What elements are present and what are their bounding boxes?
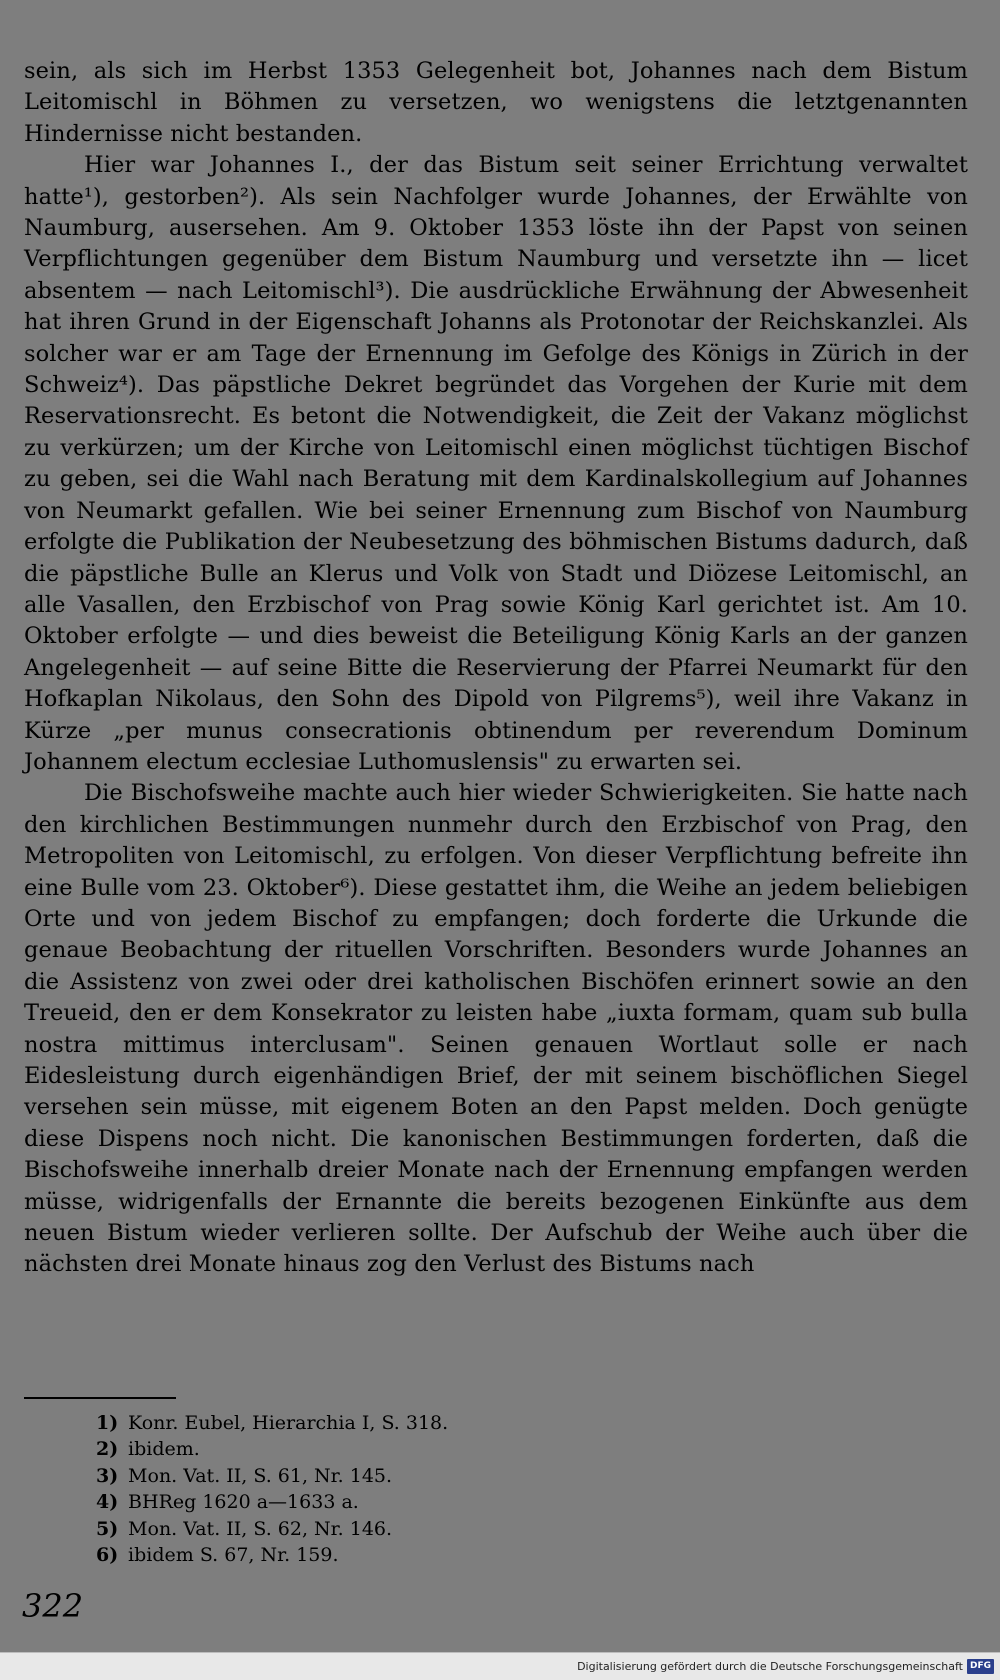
paragraph-3: Die Bischofsweihe machte auch hier wieder Schwierigkeiten. Sie hatte nach den kirchlichen Bestimmungen nunmehr durch den Erzbischof von Prag, den Metropoliten von Leitomischl, zu erfolgen. Von dieser Verpflichtung befreite ihn eine Bulle vom 23. Oktober⁶). Diese gestattet ihm, die Weihe an jedem beliebigen Orte und von jedem Bischof zu empfangen; doch forderte die Urkunde die genaue Beobachtung der rituellen Vorschriften. Besonders wurde Johannes an die Assistenz von zwei oder drei katholischen Bischöfen erinnert sowie an den Treueid, den er dem Konsekrator zu leisten habe „iuxta formam, quam sub bulla nostra mittimus interclusam". Seinen genauen Wortlaut solle er nach Eidesleistung durch eigenhändigen Brief, der mit seinem bischöflichen Siegel versehen sein müsse, mit eigenem Boten an den Papst melden. Doch genügte diese Dispens noch nicht. Die kanonischen Bestimmungen forderten, daß die Bischofsweihe innerhalb dreier Monate nach der Ernennung empfangen werden müsse, widrigenfalls der Ernannte die bereits bezogenen Einkünfte aus dem neuen Bistum wieder verlieren sollte. Der Aufschub der Weihe auch über die nächsten drei Monate hinaus zog den Verlust des Bistums nach xyxy=(24,780,968,1278)
paragraph-2: Hier war Johannes I., der das Bistum seit seiner Errichtung verwaltet hatte¹), gestorben²). Als sein Nachfolger wurde Johannes, der Erwählte von Naumburg, ausersehen. Am 9. Oktober 1353 löste ihn der Papst von seinen Verpflichtungen gegenüber dem Bistum Naumburg und versetzte ihn — licet absentem — nach Leitomischl³). Die ausdrückliche Erwähnung der Abwesenheit hat ihren Grund in der Eigenschaft Johanns als Protonotar der Reichskanzlei. Als solcher war er am Tage der Ernennung im Gefolge des Königs in Zürich in der Schweiz⁴). Das päpstliche Dekret begründet das Vorgehen der Kurie mit dem Reservationsrecht. Es betont die Notwendigkeit, die Zeit der Vakanz möglichst zu verkürzen; um der Kirche von Leitomischl einen möglichst tüchtigen Bischof zu geben, sei die Wahl nach Beratung mit dem Kardinalskollegium auf Johannes von Neumarkt gefallen. Wie bei seiner Ernennung zum Bischof von Naumburg erfolgte die Publikation der Neubesetzung des böhmischen Bistums dadurch, daß die päpstliche Bulle an Klerus und Volk von Stadt und Diözese Leitomischl, an alle Vasallen, den Erzbischof von Prag sowie König Karl gerichtet ist. Am 10. Oktober erfolgte — und dies beweist die Beteiligung König Karls an der ganzen Angelegenheit — auf seine Bitte die Reservierung der Pfarrei Neumarkt für den Hofkaplan Nikolaus, den Sohn des Dipold von Pilgrems⁵), weil ihre Vakanz in Kürze „per munus consecrationis obtinendum per reverendum Dominum Johannem electum ecclesiae Luthomuslensis" zu erwarten sei. xyxy=(24,152,968,775)
digitization-footer xyxy=(0,1652,1000,1680)
footnote-number: 6) xyxy=(96,1544,119,1567)
footnote-text: BHReg 1620 a—1633 a. xyxy=(128,1491,359,1514)
footnote-text: Mon. Vat. II, S. 61, Nr. 145. xyxy=(128,1464,393,1487)
footnote-text: ibidem S. 67, Nr. 159. xyxy=(128,1544,339,1567)
footnote-3 xyxy=(96,1463,796,1489)
footnote-number: 3) xyxy=(96,1464,119,1487)
footnotes xyxy=(96,1410,796,1568)
footnote-number: 1) xyxy=(96,1412,119,1434)
footnote-2 xyxy=(96,1436,796,1462)
footnote-number: 4) xyxy=(96,1491,119,1514)
paragraph-1: sein, als sich im Herbst 1353 Gelegenheit bot, Johannes nach dem Bistum Leitomischl in Böhmen zu versetzen, wo wenigstens die letztgenannten Hindernisse nicht bestanden. xyxy=(24,58,968,147)
footnote-number: 2) xyxy=(96,1438,119,1461)
footnote-text: ibidem. xyxy=(128,1438,200,1461)
footnote-1 xyxy=(96,1410,796,1436)
footnote-text: Mon. Vat. II, S. 62, Nr. 146. xyxy=(128,1517,393,1540)
page-number: 322 xyxy=(22,1587,84,1625)
digitization-note: Digitalisierung gefördert durch die Deutsche Forschungsgemeinschaft xyxy=(577,1660,963,1673)
footnote-text: Konr. Eubel, Hierarchia I, S. 318. xyxy=(128,1412,449,1434)
dfg-logo-icon: DFG xyxy=(967,1659,994,1674)
body-text xyxy=(24,56,968,1281)
footnote-4 xyxy=(96,1489,796,1515)
footnote-number: 5) xyxy=(96,1517,119,1540)
footnote-5 xyxy=(96,1516,796,1542)
footnote-divider xyxy=(24,1397,176,1399)
footnote-6 xyxy=(96,1542,796,1568)
